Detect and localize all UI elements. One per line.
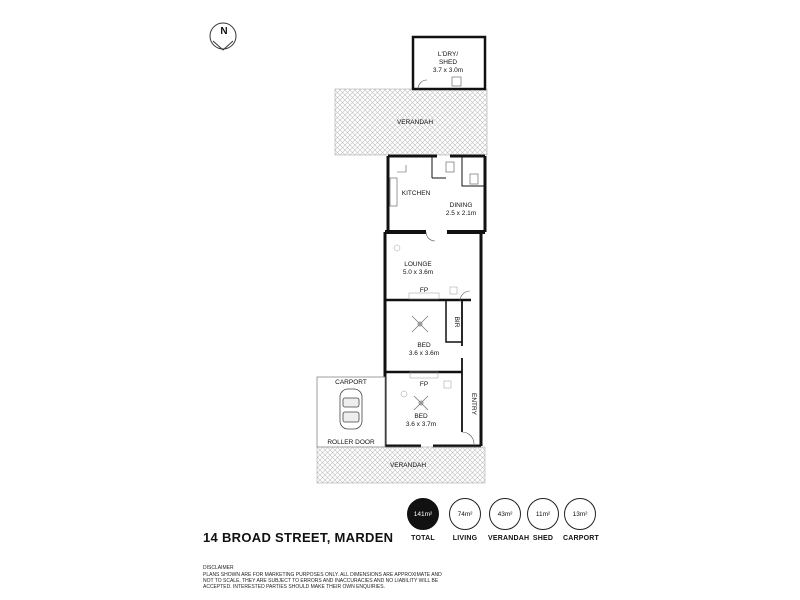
carport [317,377,385,447]
lounge-size: 5.0 x 3.6m [402,269,434,276]
stat-living-label: LIVING [452,535,478,542]
house-walls [385,156,485,446]
fp-label-2: FP [419,381,429,388]
fp-label-1: FP [419,287,429,294]
dining-label: DINING [449,202,473,209]
ceiling-fan-2-icon [414,396,428,410]
compass-letter: N [220,26,228,37]
stat-total-label: TOTAL [411,535,435,542]
bed2-size: 3.6 x 3.7m [405,421,437,428]
laundry-shed [413,37,485,89]
entry-label: ENTRY [470,393,477,415]
stat-shed-label: SHED [532,535,554,542]
lounge-label: LOUNGE [404,261,432,268]
dining-size: 2.5 x 2.1m [445,210,477,217]
laundry-label-1: L'DRY/ [437,51,459,58]
laundry-size: 3.7 x 3.0m [432,67,464,74]
verandah-top-label: VERANDAH [396,119,434,126]
bir-label: BIR [453,316,460,328]
bed1-label: BED [417,342,431,349]
stat-shed [526,498,560,542]
stat-verandah [488,498,530,542]
area-stats [406,498,606,548]
stat-carport-value: 13m² [564,498,596,530]
bed2-label: BED [414,413,428,420]
ceiling-fan-1-icon [412,316,428,332]
north-compass [210,23,236,50]
property-address: 14 BROAD STREET, MARDEN [203,530,394,545]
stat-living [448,498,482,542]
stat-verandah-label: VERANDAH [488,535,530,542]
kitchen-label: KITCHEN [401,190,431,197]
verandah-bottom-label: VERANDAH [389,462,427,469]
bed1-size: 3.6 x 3.6m [408,350,440,357]
stat-living-value: 74m² [449,498,481,530]
carport-label: CARPORT [335,379,367,386]
entry-door-swing [462,432,474,444]
stat-total [406,498,440,542]
roller-door-label: ROLLER DOOR [327,439,375,446]
disclaimer-text: PLANS SHOWN ARE FOR MARKETING PURPOSES ONLY. ALL DIMENSIONS ARE APPROXIMATE AND NOT TO SCALE. THEY ARE SUBJECT TO ERRORS AND INACCURACIES AND NO LIABILITY WILL BE ACCEPTED. INTERESTED PARTIES SHOULD MAKE THEIR OWN ENQUIRIES. [203,572,442,590]
stat-shed-value: 11m² [527,498,559,530]
stat-carport [563,498,600,542]
stat-carport-label: CARPORT [563,535,600,542]
stat-verandah-value: 43m² [489,498,521,530]
disclaimer-title: DISCLAIMER [203,565,234,571]
car-icon [340,389,362,429]
laundry-label-2: SHED [438,59,458,66]
stat-total-value: 141m² [407,498,439,530]
